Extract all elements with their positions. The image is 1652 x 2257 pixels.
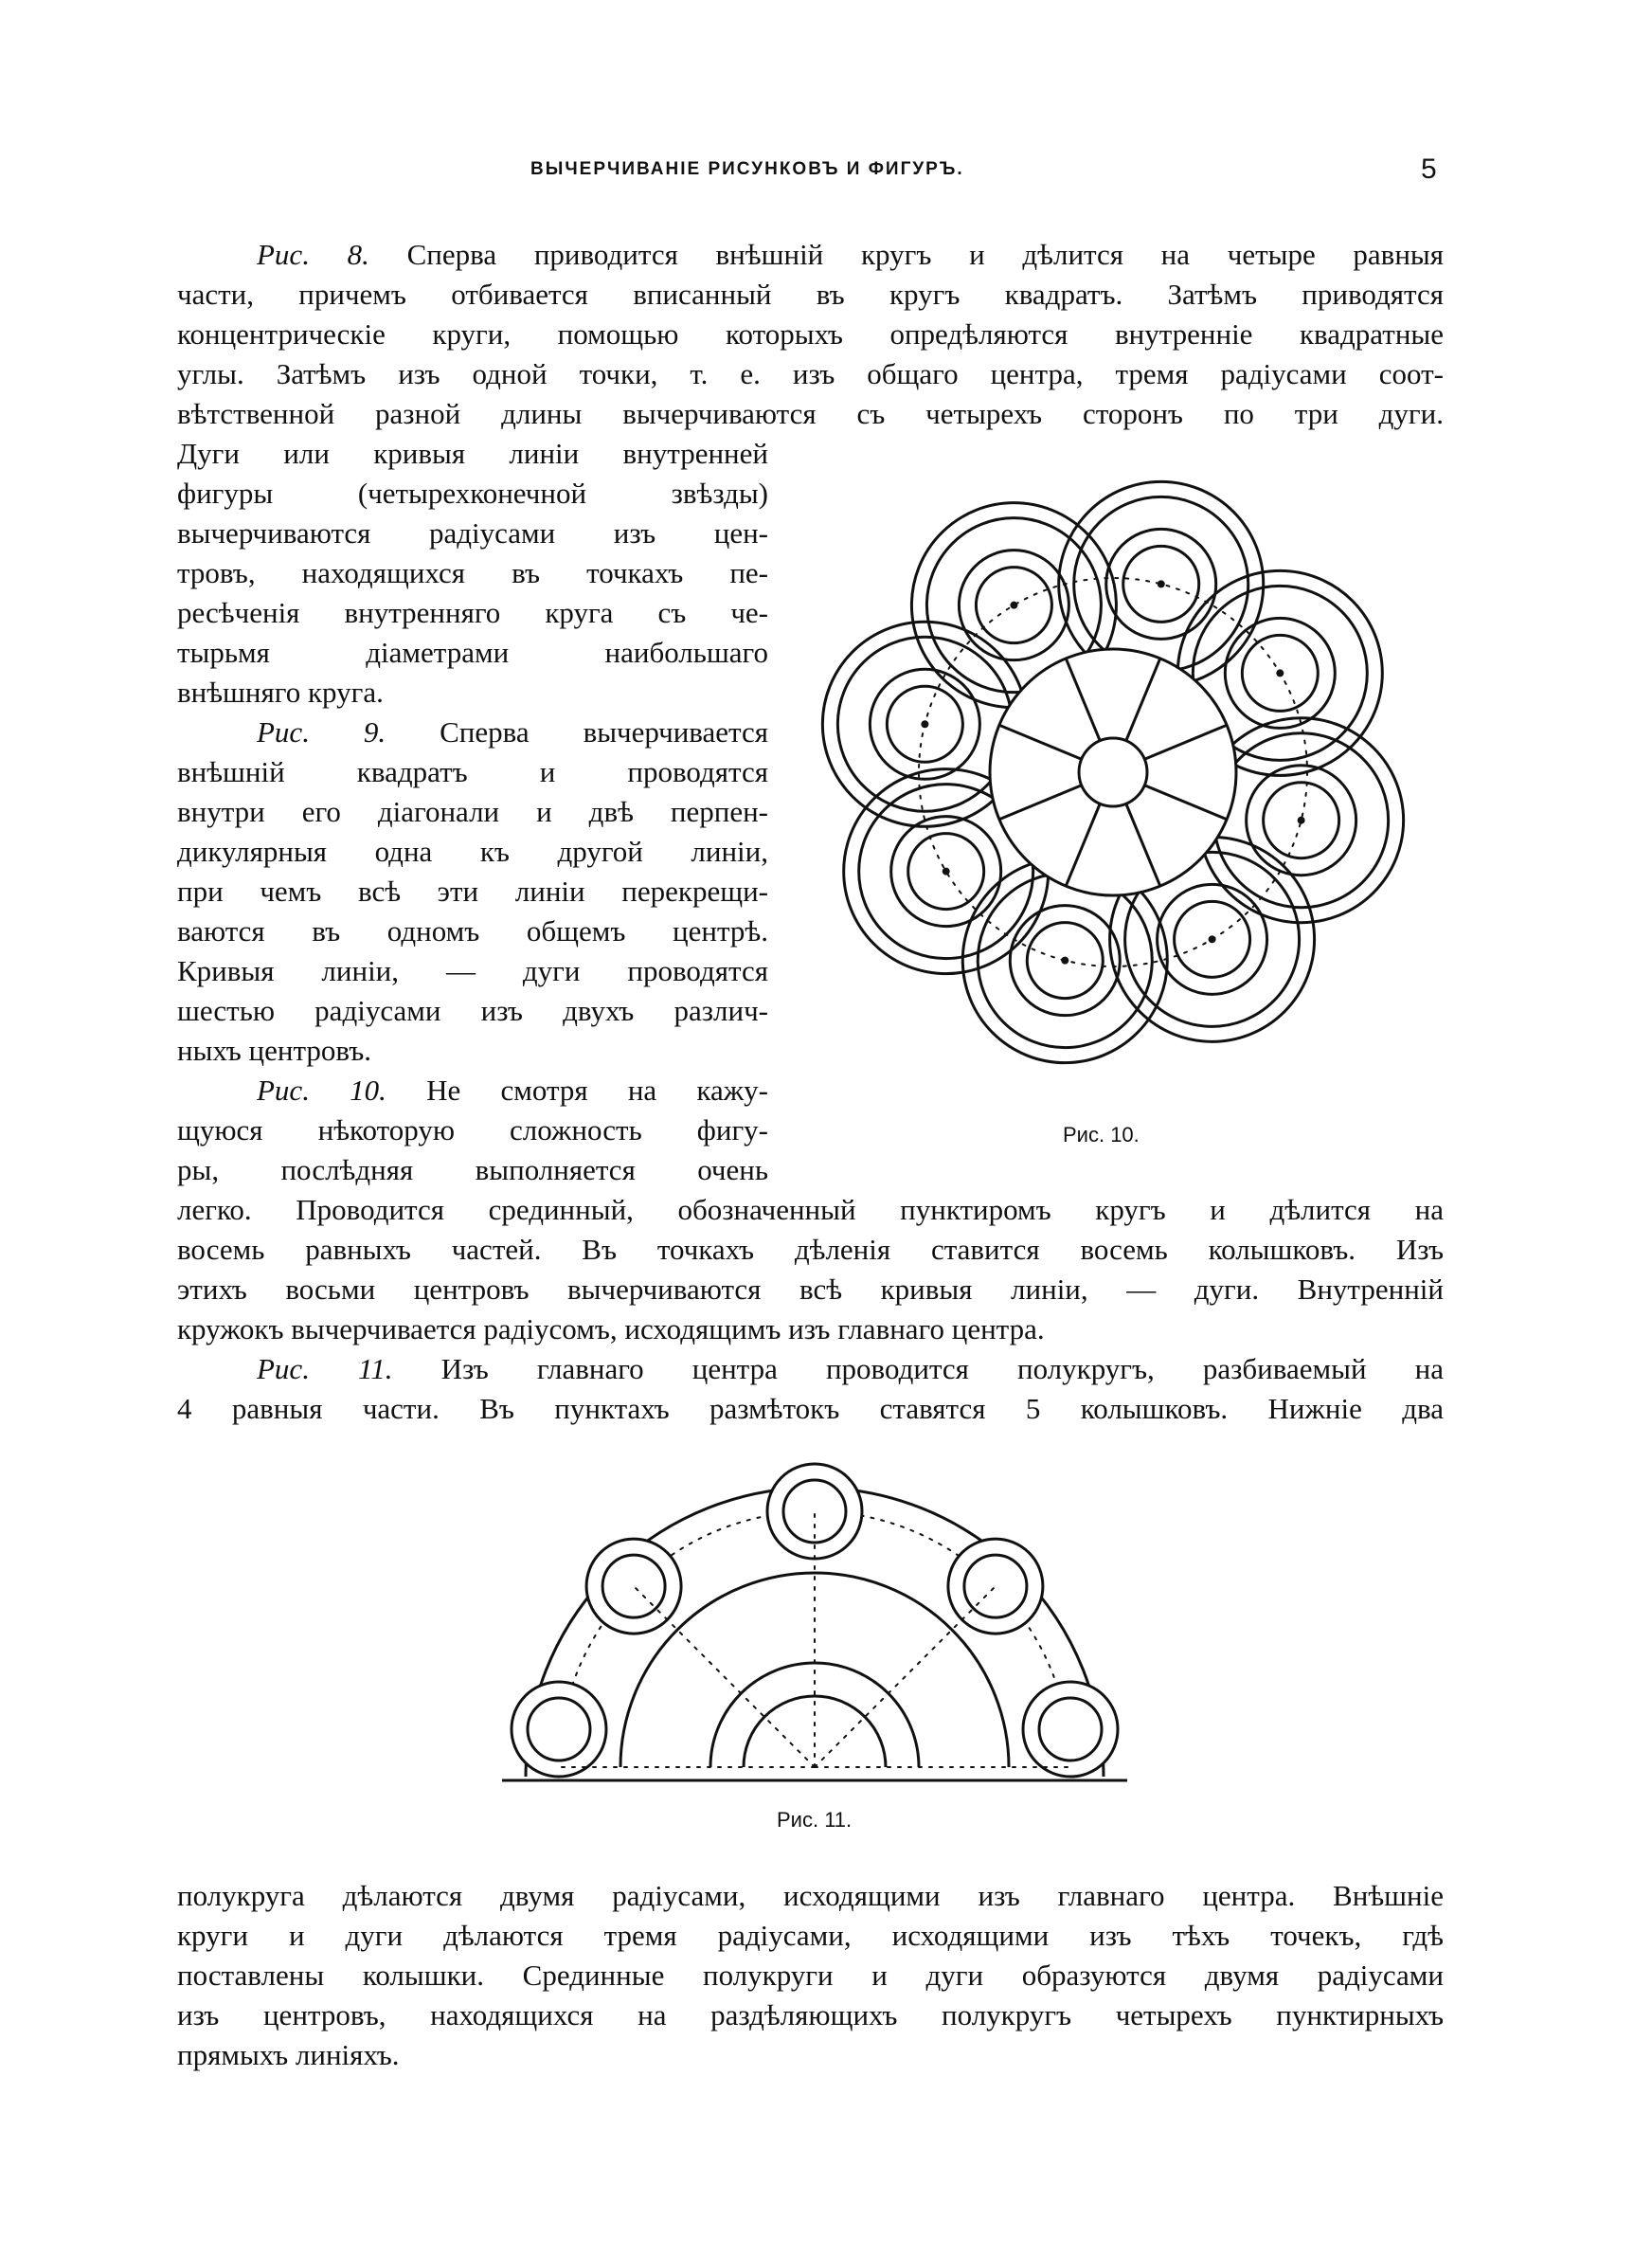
text-line: Дуги или кривыя линіи внутренней <box>177 437 768 470</box>
figure-ref: Рис. 10. <box>257 1074 386 1107</box>
text-line: фигуры (четырехконечной звѣзды) <box>177 477 768 510</box>
peg-point <box>1158 580 1165 587</box>
figure-11-ornament <box>493 1445 1137 1805</box>
peg-point <box>1010 602 1017 609</box>
text-line: внѣшній квадратъ и проводятся <box>177 755 768 788</box>
text-line: Рис. 10. Не смотря на кажу- <box>257 1074 768 1107</box>
figure-ref: Рис. 9. <box>257 715 386 749</box>
text-line: легко. Проводится срединный, обозначенный пунктиромъ кругъ и дѣлится на <box>177 1193 1444 1226</box>
text-line: ныхъ центровъ. <box>177 1034 372 1067</box>
text-line: круги и дуги дѣлаются тремя радіусами, исходящими изъ тѣхъ точекъ, гдѣ <box>177 1919 1444 1952</box>
figure-10-caption: Рис. 10. <box>1063 1123 1140 1147</box>
figure-11-caption: Рис. 11. <box>777 1808 853 1832</box>
text-line: кружокъ вычерчивается радіусомъ, исходящимъ изъ главнаго центра. <box>177 1312 1045 1345</box>
text-line: восемь равныхъ частей. Въ точкахъ дѣленія ставится восемь колышковъ. Изъ <box>177 1233 1444 1266</box>
text-line: внутри его діагонали и двѣ перпен- <box>177 795 768 828</box>
page-number: 5 <box>1421 153 1437 185</box>
figure-10-ornament <box>810 431 1416 1128</box>
peg-outer-ring <box>1023 1682 1118 1777</box>
peg-point <box>1276 669 1284 677</box>
text-line: тровъ, находящихся въ точкахъ пе- <box>177 556 768 589</box>
peg-point <box>1061 957 1068 965</box>
text-line: полукруга дѣлаются двумя радіусами, исходящими изъ главнаго центра. Внѣшніе <box>177 1879 1444 1912</box>
peg-point <box>1209 935 1216 943</box>
text-line: Кривыя линіи, — дуги проводятся <box>177 954 768 987</box>
text-line: Рис. 9. Сперва вычерчивается <box>257 715 768 749</box>
text-line: щуюся нѣкоторую сложность фигу- <box>177 1113 768 1147</box>
text-line: вѣтственной разной длины вычерчиваются съ четырехъ сторонъ по три дуги. <box>177 397 1444 430</box>
text-line: ры, послѣдняя выполняется очень <box>177 1153 768 1186</box>
text-line: Рис. 8. Сперва приводится внѣшній кругъ и дѣлится на четыре равныя <box>257 238 1444 271</box>
text-line: 4 равныя части. Въ пунктахъ размѣтокъ ставятся 5 колышковъ. Нижніе два <box>177 1392 1444 1425</box>
text-line: ваются въ одномъ общемъ центрѣ. <box>177 914 768 948</box>
peg-point <box>943 868 950 876</box>
peg-point <box>1298 817 1305 824</box>
figure-ref: Рис. 11. <box>257 1352 393 1385</box>
inner-octagon-frame <box>990 649 1236 895</box>
text-line: ресѣченія внутренняго круга съ че- <box>177 596 768 629</box>
text-line: прямыхъ линіяхъ. <box>177 2038 400 2071</box>
text-line: вычерчиваются радіусами изъ цен- <box>177 516 768 550</box>
text-line: поставлены колышки. Срединные полукруги и дуги образуются двумя радіусами <box>177 1959 1444 1992</box>
peg-point <box>921 720 928 728</box>
peg-outer-ring <box>512 1682 606 1777</box>
figure-ref: Рис. 8. <box>257 238 369 271</box>
text-line: Рис. 11. Изъ главнаго центра проводится полукругъ, разбиваемый на <box>257 1352 1444 1385</box>
text-line: шестью радіусами изъ двухъ различ- <box>177 994 768 1027</box>
text-line: углы. Затѣмъ изъ одной точки, т. е. изъ общаго центра, тремя радіусами соот- <box>177 357 1444 390</box>
text-line: концентрическіе круги, помощью которыхъ опредѣляются внутренніе квадратные <box>177 317 1444 351</box>
text-line: тырьмя діаметрами наибольшаго <box>177 636 768 669</box>
text-line: при чемъ всѣ эти линіи перекрещи- <box>177 875 768 908</box>
text-line: части, причемъ отбивается вписанный въ кругъ квадратъ. Затѣмъ приводятся <box>177 278 1444 311</box>
text-line: этихъ восьми центровъ вычерчиваются всѣ кривыя линіи, — дуги. Внутренній <box>177 1273 1444 1306</box>
text-line: изъ центровъ, находящихся на раздѣляющихъ полукругъ четырехъ пунктирныхъ <box>177 1998 1444 2031</box>
text-line: внѣшняго круга. <box>177 676 384 709</box>
running-header: ВЫЧЕРЧИВАНІЕ РИСУНКОВЪ И ФИГУРЪ. <box>530 159 964 179</box>
text-line: дикулярныя одна къ другой линіи, <box>177 835 768 868</box>
